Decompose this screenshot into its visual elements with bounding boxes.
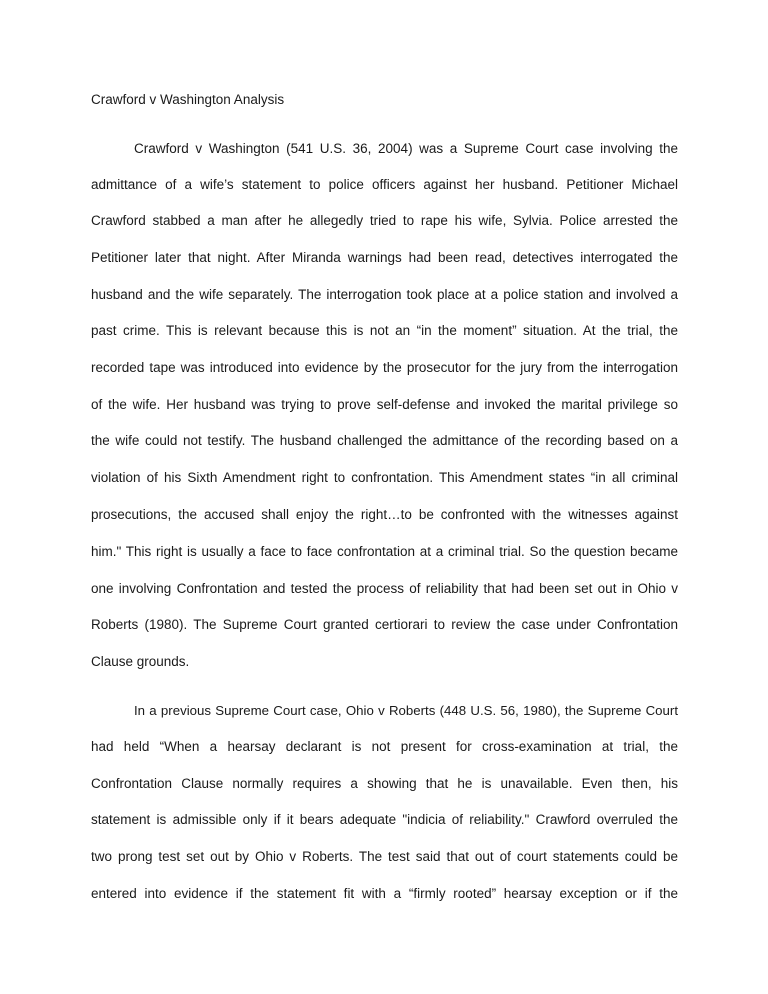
paragraph-1-line-4: Petitioner later that night. After Miranda warnings had been read, detectives interrogated the xyxy=(91,250,678,265)
paragraph-1-line-2: admittance of a wife’s statement to police officers against her husband. Petitioner Michael xyxy=(91,177,678,192)
paragraph-2-line-6: entered into evidence if the statement fit with a “firmly rooted” hearsay exception or if the xyxy=(91,886,678,901)
document-title: Crawford v Washington Analysis xyxy=(91,92,285,107)
paragraph-1-line-11: prosecutions, the accused shall enjoy the right…to be confronted with the witnesses against xyxy=(91,507,678,522)
paragraph-2-line-4: statement is admissible only if it bears adequate "indicia of reliability." Crawford overruled the xyxy=(91,812,678,827)
paragraph-1-line-1: Crawford v Washington (541 U.S. 36, 2004) was a Supreme Court case involving the xyxy=(134,141,678,156)
paragraph-1-line-12: him." This right is usually a face to face confrontation at a criminal trial. So the question became xyxy=(91,544,678,559)
paragraph-1-line-13: one involving Confrontation and tested the process of reliability that had been set out in Ohio v xyxy=(91,581,678,596)
paragraph-1-line-5: husband and the wife separately. The interrogation took place at a police station and involved a xyxy=(91,287,678,302)
paragraph-1-line-3: Crawford stabbed a man after he allegedly tried to rape his wife, Sylvia. Police arrested the xyxy=(91,213,678,228)
paragraph-1-line-10: violation of his Sixth Amendment right to confrontation. This Amendment states “in all criminal xyxy=(91,470,678,485)
paragraph-1-line-14: Roberts (1980). The Supreme Court granted certiorari to review the case under Confrontation xyxy=(91,617,678,632)
paragraph-1-line-8: of the wife. Her husband was trying to prove self-defense and invoked the marital privilege so xyxy=(91,397,678,412)
paragraph-1-line-9: the wife could not testify. The husband challenged the admittance of the recording based on a xyxy=(91,433,678,448)
paragraph-1-line-7: recorded tape was introduced into evidence by the prosecutor for the jury from the interrogation xyxy=(91,360,678,375)
paragraph-2-line-1: In a previous Supreme Court case, Ohio v Roberts (448 U.S. 56, 1980), the Supreme Court xyxy=(134,703,678,718)
paragraph-1-line-15: Clause grounds. xyxy=(91,654,190,669)
paragraph-2-line-5: two prong test set out by Ohio v Roberts. The test said that out of court statements could be xyxy=(91,849,678,864)
paragraph-1-line-6: past crime. This is relevant because this is not an “in the moment” situation. At the trial, the xyxy=(91,323,678,338)
paragraph-2-line-3: Confrontation Clause normally requires a showing that he is unavailable. Even then, his xyxy=(91,776,678,791)
paragraph-2-line-2: had held “When a hearsay declarant is not present for cross-examination at trial, the xyxy=(91,739,678,754)
